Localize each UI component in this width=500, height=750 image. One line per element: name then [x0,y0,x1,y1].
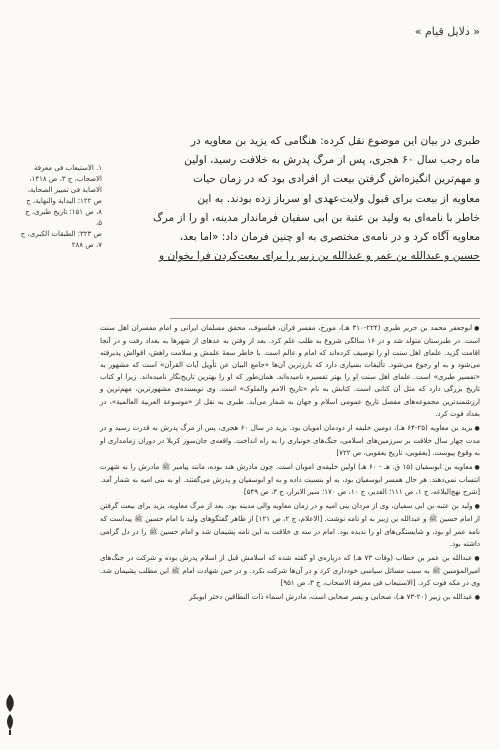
footnote-text: عبدالله بن زبیر (۲۰-۷۳ هـ)، صحابی و پسر صحابی است، مادرش اسماء ذات النطاقین دختر ابوبکر [189,591,473,601]
footnote-text: ابوجعفر محمد بن جریر طبری (۲۲۴-۳۱۰ هـ)، مورخ، مفسر قرآن، فیلسوف، محقق مسلمان ایرانی و امام مفسران اهل سنت است. در طبرستان متولد شد و در ۱۶ سالگی شروع به طلب علم کرد. بعد از وفتن به عدهای از شهرها به بغداد رفت و در آنجا اقامت گزید. علمای اهل سنت او را توصیف کرده‌اند که امام و عالم است. با خاطر سعهٔ علمش و سلامت راهش، اقوالش پذیرفته می‌شود و به او رجوع می‌شود. تألیفات بسیاری دارد که بارزترین آن‌ها «جامع البیان عن تأویل آیات القرآن» است که مشهور به «تفسیر طبری» است. علمای اهل سنت او را بهتر تفسیره نامیده‌اند. همان‌طور که او را بهترین تاریخ‌نگار نامیده‌اند. زیرا او کتاب تاریخ بزرگی دارد که مثل آن کتابی است. کتابش به نام «تاریخ الامم والملوک» است. وی نویسنده‌ی مشهورترین، مهم‌ترین و ارزشمندترین مجموعه‌های مفصل تاریخ عمومی اسلام و جهان به شمار می‌آید. طبری به نقل از «موسوعة العربية العالمية»، در بغداد فوت کرد. [100,323,480,418]
bullet-icon: ● [474,503,480,511]
footnote-text: ولید بن عتبه بن ابی سفیان، وی از مردان بنی امیه و در زمان معاویه والی مدینه بود. بعد از مرگ معاویه، یزید برای بیعت گرفتن از امام حسین ﷺ و عبدالله بن زبیر به او نامه نوشت. [الاعلام، ج ۲، ص ۱۲۱] از ظاهر گفتگوهای ولید با امام حسین ﷺ پیداست که نامه عمر او بود، و شایستگی‌های او را ندیده بود. امام در سه ی خلاقت به این نامه پشیمان شد و امام حسین ﷺ را در دل گرامی داشته بود. [100,501,481,548]
footnote-text: معاویه بن ابوسفیان (۱۵ ق. هـ - ۶۰ هـ) اولین خلیفه‌ی امویان است. چون مادرش هند بوده، مانند پیامبر ﷺ مادرش را به شهرت انتساب نمی‌دهند. هر حال همسر ابوسفیان بود، به او بنسبت داده و به او ابوسفیان و پدرش می‌گفتند. او به بنی امیه به شمار آمد. [شرح نهج‌البلاغه، ج ۱، ص ۱۱۱؛ الغدیر، ج ۱۰، ص ۱۷۰؛ سیر الابرار، ج ۳، ص ۵۴۹] [100,462,480,497]
sidebar-ref-line: ۱. الاستیعاب فی معرفة [33,164,102,172]
footnote [100,500,480,549]
main-line: و مهم‌ترین انگیزه‌اش گرفتن بیعت از افرادی بود که در زمان حیات [193,173,480,186]
bullet-icon: ● [474,593,480,601]
bullet-icon: ● [474,325,480,332]
main-line-underlined: حسین و عبدالله بن عمر و عبدالله بن زبیر را برای بیعت‌کردن فرا بخوان و [158,250,480,263]
main-line: طبری در بیان این موضوع نقل کرده: هنگامی که یزید بن معاویه در [190,135,480,147]
sidebar-ref-line: ص ۳۲۳؛ الطبقات الکبری، ج [20,230,102,238]
footnotes [100,322,480,606]
sidebar-ref-line: الاصابة فی تمییز الصحابة، [27,186,102,194]
footnote-text: عبدالله بن عمر بن خطاب (وفات ۷۳ هـ) که درباره‌ی او گفته شده که اسلامش قبل از اسلام پدرش بوده و شرکت در جنگ‌های امیرالمؤمنین ﷺ به سبب مسائل سیاسی خودداری کرد و در آن‌ها شرکت نکرد. و در حین شهادت امام ﷺ این مطلب پشیمان شد. وی در مکه فوت کرد. [الاستیعاب فی معرفة الاصحاب، ج ۳، ص ۹۵۱] [100,552,480,587]
footnote [100,322,480,420]
bullet-icon: ● [474,424,480,432]
main-line: معاویه آگاه کرد و در نامه‌ی مختصری به او چنین فرمان داد: «اما بعد، [179,231,480,244]
main-text [100,132,480,266]
bullet-icon: ● [474,464,480,472]
bullet-icon: ● [474,554,480,562]
sidebar-references [20,163,102,251]
footnote [100,591,480,604]
sidebar-ref-line: ص ۱۲۲؛ البداية والنهاية، ج [26,197,102,205]
footnote [100,422,480,459]
sidebar-ref-line: ۸، ص ۱۵۱؛ تاریخ طبری، ج ۵، [25,208,102,227]
footnote-divider [170,318,480,319]
chapter-title: « دلایل قیام » [414,25,480,38]
footnote-text: یزید بن معاویه (۲۵-۶۴ هـ)، دومین خلیفه از دودمان امویان بود. یزید در سال ۶۰ هجری، پس از مرگ پدرش به قدرت رسید و در مدت چهار سال خلافت بر سرزمین‌های اسلامی، جنگ‌های خونباری را به راه انداخت. واقعه‌ی جان‌سوز کربلا در دوران زمامداری او به وقوع پیوست. [یعقوبی، تاریخ یعقوبی، ص ۷۲۲] [100,422,480,457]
main-line: خاطر با نامه‌ای به ولید بن عتبة بن ابی سفیان فرماندار مدینه، او را از مرگ [153,211,480,224]
main-line: ماه رجب سال ۶۰ هجری، پس از مرگ پدرش به خلافت رسید، اولین [184,154,480,167]
footnote [100,552,480,589]
publisher-logo-icon [2,692,18,736]
main-line: معاویه از بیعت برای قبول ولایت‌عهدی او سرباز زده بودند. به این [197,192,480,205]
sidebar-ref-line: ۷، ص ۲۸۸ [71,241,102,249]
footnote [100,461,480,498]
sidebar-ref-line: الاصحاب، ج ۳، ص ۱۴۱۸، [29,175,102,183]
